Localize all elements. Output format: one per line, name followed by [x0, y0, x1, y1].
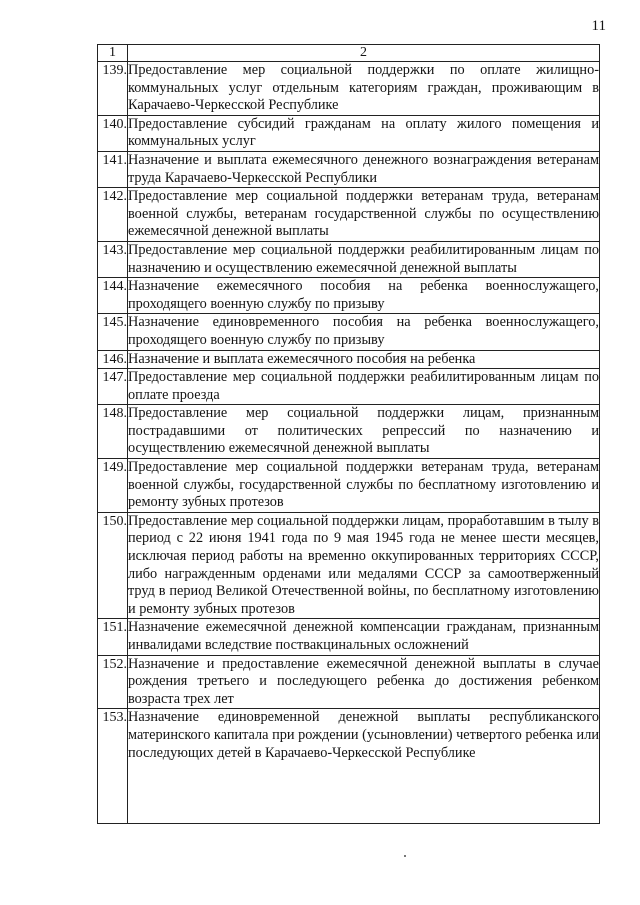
- row-number: 153.: [98, 709, 128, 824]
- row-number: 139.: [98, 62, 128, 116]
- table-row: [98, 151, 600, 187]
- row-number: 148.: [98, 405, 128, 459]
- row-text: Назначение ежемесячного пособия на ребенка военнослужащего, проходящего военную службу по призыву: [128, 278, 600, 314]
- table-header-row: [98, 45, 600, 62]
- table-row: [98, 188, 600, 242]
- row-text: Назначение и выплата ежемесячного пособия на ребенка: [128, 350, 600, 369]
- row-number: 151.: [98, 619, 128, 655]
- table-row: [98, 405, 600, 459]
- row-text: Предоставление мер социальной поддержки ветеранам труда, ветеранам военной службы, ветеранам государственной службы по осуществлению ежемесячной денежной выплаты: [128, 188, 600, 242]
- table-row: [98, 655, 600, 709]
- table-row: [98, 709, 600, 824]
- row-number: 152.: [98, 655, 128, 709]
- row-text: Назначение и предоставление ежемесячной денежной выплаты в случае рождения третьего и последующего ребенка до достижения ребенком возраста трех лет: [128, 655, 600, 709]
- row-text: Предоставление мер социальной поддержки по оплате жилищно-коммунальных услуг отдельным категориям граждан, проживающим в Карачаево-Черкесской Республике: [128, 62, 600, 116]
- table-row: [98, 619, 600, 655]
- row-text: Предоставление субсидий гражданам на оплату жилого помещения и коммунальных услуг: [128, 115, 600, 151]
- table-row: [98, 62, 600, 116]
- row-number: 141.: [98, 151, 128, 187]
- row-text: Предоставление мер социальной поддержки реабилитированным лицам по оплате проезда: [128, 369, 600, 405]
- services-table: [97, 44, 600, 824]
- scan-speck: [404, 855, 406, 857]
- table-row: [98, 459, 600, 513]
- row-number: 145.: [98, 314, 128, 350]
- table-row: [98, 369, 600, 405]
- table-row: [98, 115, 600, 151]
- row-text: Предоставление мер социальной поддержки лицам, признанным пострадавшими от политических репрессий по назначению и осуществлению ежемесячной денежной выплаты: [128, 405, 600, 459]
- table-row: [98, 278, 600, 314]
- row-number: 143.: [98, 241, 128, 277]
- column-header-description: 2: [128, 45, 600, 62]
- row-number: 142.: [98, 188, 128, 242]
- column-header-number: 1: [98, 45, 128, 62]
- table-row: [98, 512, 600, 619]
- row-text: Назначение единовременного пособия на ребенка военнослужащего, проходящего военную службу по призыву: [128, 314, 600, 350]
- row-number: 146.: [98, 350, 128, 369]
- row-number: 150.: [98, 512, 128, 619]
- row-text: Назначение и выплата ежемесячного денежного вознаграждения ветеранам труда Карачаево-Черкесской Республики: [128, 151, 600, 187]
- table-row: [98, 314, 600, 350]
- row-text: Назначение единовременной денежной выплаты республиканского материнского капитала при рождении (усыновлении) четвертого ребенка или последующих детей в Карачаево-Черкесской Республике: [128, 709, 600, 824]
- row-text: Предоставление мер социальной поддержки реабилитированным лицам по назначению и осуществлению ежемесячной денежной выплаты: [128, 241, 600, 277]
- table-row: [98, 241, 600, 277]
- page-number: 11: [591, 18, 606, 34]
- row-text: Назначение ежемесячной денежной компенсации гражданам, признанным инвалидами вследствие поствакцинальных осложнений: [128, 619, 600, 655]
- row-number: 149.: [98, 459, 128, 513]
- row-text: Предоставление мер социальной поддержки лицам, проработавшим в тылу в период с 22 июня 1941 года по 9 мая 1945 года не менее шести месяцев, исключая период работы на временно оккупированных территориях СССР, либо награжденным орденами или медалями СССР за самоотверженный труд в период Великой Отечественной войны, по бесплатному изготовлению и ремонту зубных протезов: [128, 512, 600, 619]
- row-text: Предоставление мер социальной поддержки ветеранам труда, ветеранам военной службы, государственной службы по бесплатному изготовлению и ремонту зубных протезов: [128, 459, 600, 513]
- row-number: 147.: [98, 369, 128, 405]
- row-number: 144.: [98, 278, 128, 314]
- table-row: [98, 350, 600, 369]
- row-number: 140.: [98, 115, 128, 151]
